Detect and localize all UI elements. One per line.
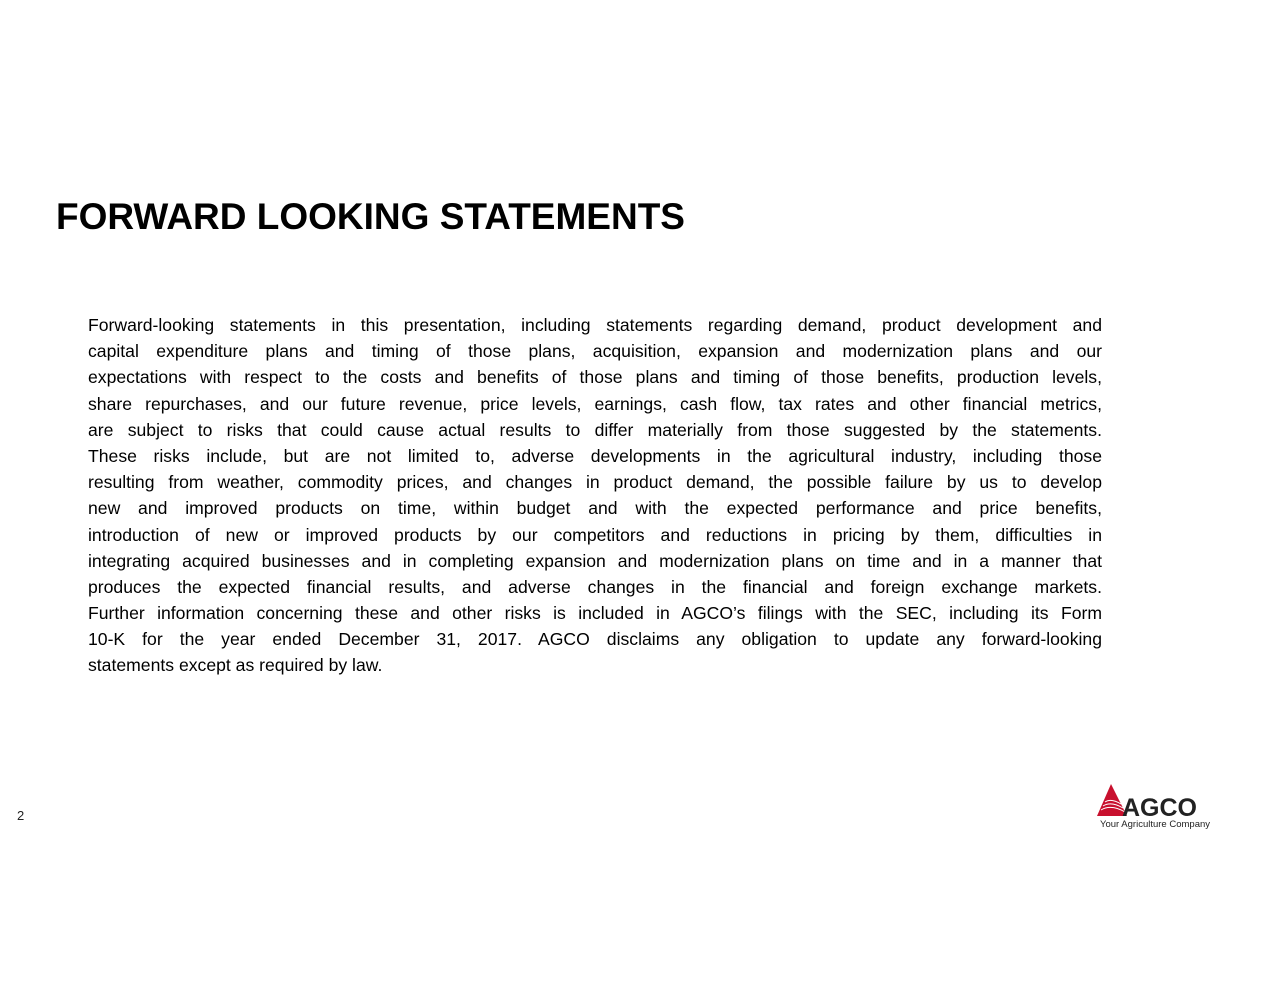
body-line: integrating acquired businesses and in completing expansion and modernization plans on time and in a manner that: [88, 550, 1102, 571]
body-line: new and improved products on time, within budget and with the expected performance and price benefits,: [88, 498, 1102, 519]
agco-logo: [1097, 782, 1209, 832]
body-line: 10-K for the year ended December 31, 2017. AGCO disclaims any obligation to update any forward-looking: [88, 629, 1102, 650]
body-line: capital expenditure plans and timing of those plans, acquisition, expansion and modernization plans and our: [88, 341, 1102, 362]
body-line: are subject to risks that could cause actual results to differ materially from those suggested by the statements.: [88, 419, 1102, 440]
body-line: produces the expected financial results, and adverse changes in the financial and foreign exchange markets.: [88, 576, 1102, 597]
logo-tagline: Your Agriculture Company: [1100, 819, 1211, 830]
body-line: These risks include, but are not limited to, adverse developments in the agricultural industry, including those: [88, 445, 1102, 466]
body-line: Forward-looking statements in this presentation, including statements regarding demand, product development and: [88, 315, 1102, 335]
page-number: 2: [17, 808, 25, 823]
slide-title: FORWARD LOOKING STATEMENTS: [56, 196, 685, 237]
forward-looking-statement-body: [88, 312, 1102, 679]
body-line: statements except as required by law.: [88, 655, 383, 676]
body-line: expectations with respect to the costs and benefits of those plans and timing of those benefits, production levels,: [88, 367, 1102, 388]
body-line: share repurchases, and our future revenue, price levels, earnings, cash flow, tax rates and other financial metrics,: [88, 393, 1102, 414]
body-line: introduction of new or improved products by our competitors and reductions in pricing by them, difficulties in: [88, 524, 1102, 545]
logo-wordmark: AGCO: [1122, 794, 1197, 822]
body-line: Further information concerning these and other risks is included in AGCO’s filings with the SEC, including its Form: [88, 603, 1102, 624]
body-line: resulting from weather, commodity prices, and changes in product demand, the possible failure by us to develop: [88, 472, 1102, 493]
